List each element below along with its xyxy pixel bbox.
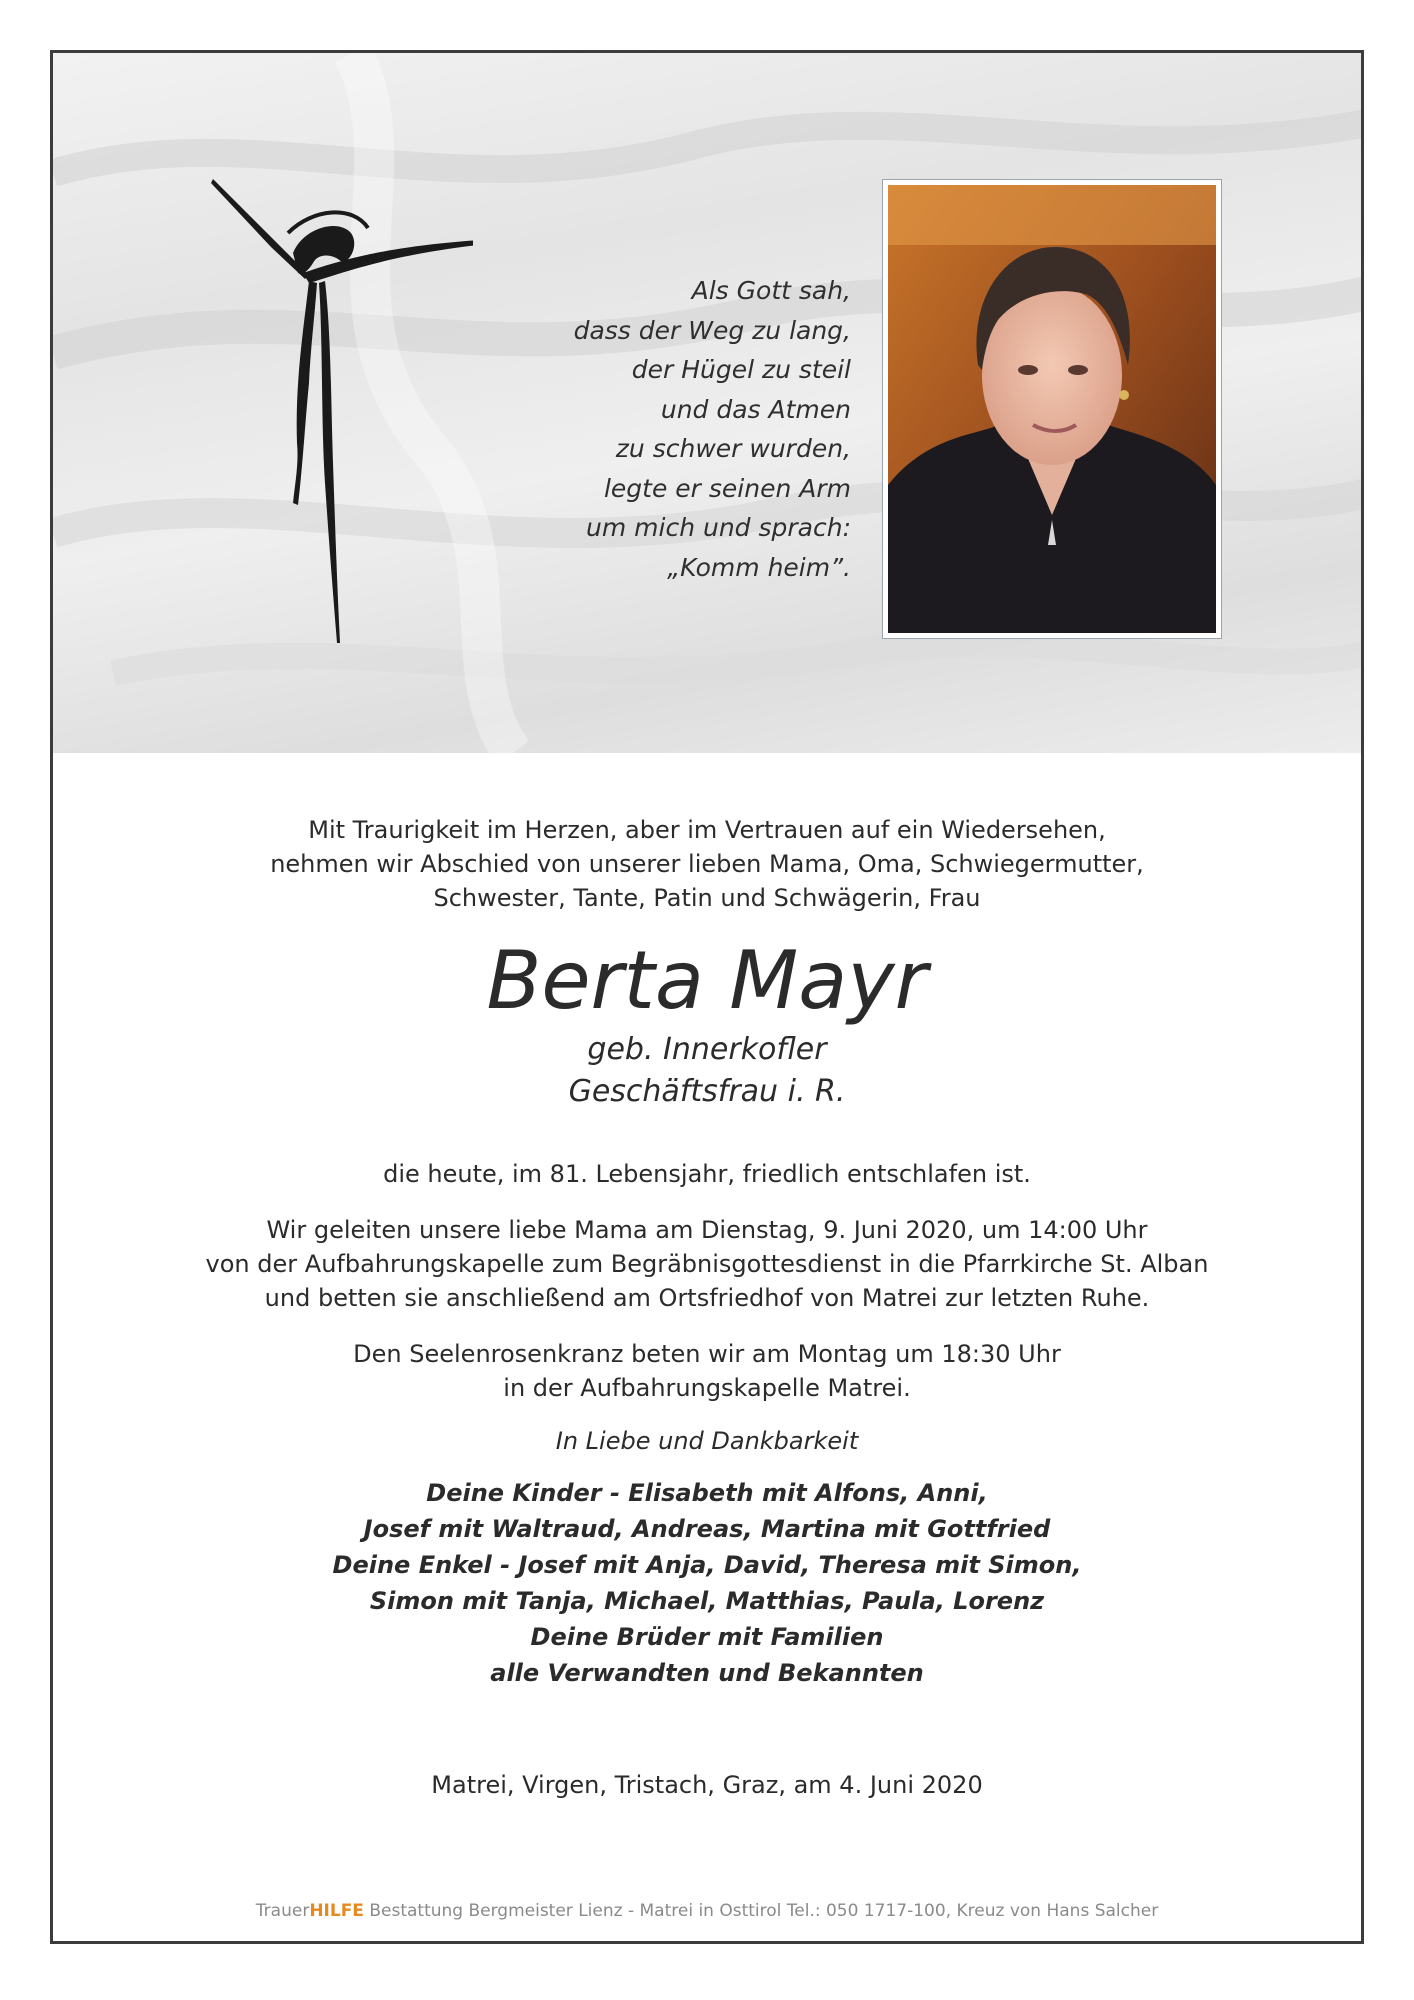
footer — [53, 1901, 1361, 1921]
birth-name: geb. Innerkofler — [587, 1032, 827, 1067]
portrait-image — [888, 185, 1216, 633]
place-date: Matrei, Virgen, Tristach, Graz, am 4. Juni 2020 — [431, 1771, 983, 1799]
poem-line: und das Atmen — [660, 394, 851, 424]
funeral-line: und betten sie anschließend am Ortsfriedhof von Matrei zur letzten Ruhe. — [264, 1284, 1150, 1312]
poem-line: dass der Weg zu lang, — [573, 315, 851, 345]
mourner-line: alle Verwandten und Bekannten — [490, 1659, 924, 1687]
death-notice: die heute, im 81. Lebensjahr, friedlich entschlafen ist. — [383, 1160, 1031, 1188]
closing-phrase: In Liebe und Dankbarkeit — [555, 1427, 859, 1455]
funeral-line: von der Aufbahrungskapelle zum Begräbnisgottesdienst in die Pfarrkirche St. Alban — [205, 1250, 1209, 1278]
intro-line: Mit Traurigkeit im Herzen, aber im Vertrauen auf ein Wiedersehen, — [308, 816, 1106, 844]
poem-line: zu schwer wurden, — [615, 434, 851, 463]
footer-text: Bestattung Bergmeister Lienz - Matrei in Osttirol Tel.: 050 1717-100, Kreuz von Hans Salcher — [369, 1901, 1159, 1921]
mourner-line: Deine Enkel - Josef mit Anja, David, Theresa mit Simon, — [332, 1551, 1082, 1579]
poem-line: „Komm heim”. — [667, 552, 851, 582]
obituary-card — [50, 50, 1364, 1944]
intro-line: Schwester, Tante, Patin und Schwägerin, Frau — [433, 884, 981, 912]
rosary-line: in der Aufbahrungskapelle Matrei. — [503, 1374, 911, 1402]
footer-brand-highlight: HILFE — [309, 1901, 364, 1921]
crucifix-icon — [153, 123, 473, 643]
poem-line: legte er seinen Arm — [603, 473, 851, 503]
rosary-details — [53, 1337, 1361, 1405]
poem-line: der Hügel zu steil — [631, 355, 851, 384]
footer-brand-prefix: Trauer — [255, 1901, 310, 1921]
rosary-line: Den Seelenrosenkranz beten wir am Montag um 18:30 Uhr — [353, 1340, 1061, 1368]
deceased-name: Berta Mayr — [486, 934, 928, 1027]
mourner-line: Deine Kinder - Elisabeth mit Alfons, Anni, — [426, 1479, 988, 1507]
occupation: Geschäftsfrau i. R. — [568, 1074, 846, 1109]
poem — [574, 271, 851, 587]
mourner-line: Deine Brüder mit Familien — [530, 1623, 884, 1651]
portrait-photo — [882, 179, 1222, 639]
poem-line: Als Gott sah, — [691, 276, 851, 305]
mourner-line: Simon mit Tanja, Michael, Matthias, Paula, Lorenz — [369, 1587, 1045, 1615]
funeral-details — [53, 1213, 1361, 1315]
mourner-line: Josef mit Waltraud, Andreas, Martina mit Gottfried — [363, 1515, 1051, 1543]
intro-text — [53, 813, 1361, 915]
poem-line: um mich und sprach: — [586, 513, 851, 542]
intro-line: nehmen wir Abschied von unserer lieben Mama, Oma, Schwiegermutter, — [270, 850, 1144, 878]
hero-section — [53, 53, 1361, 753]
mourners-list — [53, 1475, 1361, 1691]
funeral-line: Wir geleiten unsere liebe Mama am Dienstag, 9. Juni 2020, um 14:00 Uhr — [266, 1216, 1148, 1244]
obituary-body — [53, 813, 1361, 1799]
